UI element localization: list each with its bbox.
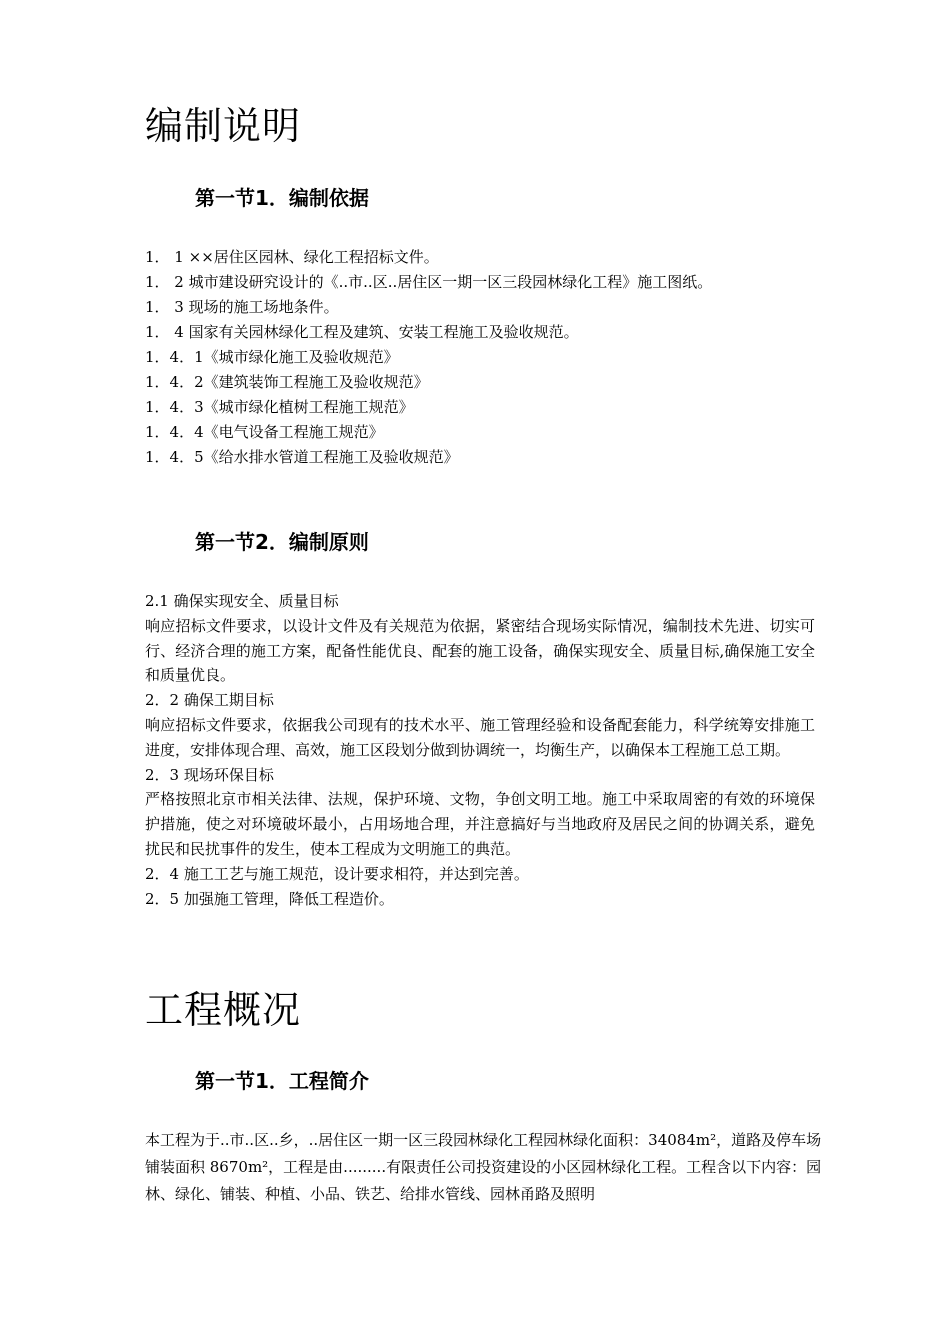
paragraph: 2.1 确保实现安全、质量目标 (145, 592, 339, 610)
list-item: 1． 4 国家有关园林绿化工程及建筑、安装工程施工及验收规范。 (145, 323, 579, 341)
paragraph: 2．2 确保工期目标 (145, 691, 274, 710)
section-heading-basis: 第一节1．编制依据 (195, 186, 369, 210)
section-heading-project-intro: 第一节1．工程简介 (195, 1069, 369, 1093)
list-item: 1．4．2《建筑装饰工程施工及验收规范》 (145, 373, 429, 391)
paragraph: 2．3 现场环保目标 (145, 765, 274, 784)
paragraph: 2．5 加强施工管理，降低工程造价。 (145, 889, 394, 908)
principles-body (145, 589, 815, 911)
project-intro-paragraph: 本工程为于..市..区..乡，..居住区一期一区三段园林绿化工程园林绿化面积：34084m²，道路及停车场铺装面积 8670m²，工程是由.........有限责任公司投资建设的小区园林绿化工程。工程含以下内容：园林、绿化、铺装、种植、小品、铁艺、给排水管线、园林甬路及照明 (145, 1131, 822, 1203)
paragraph: 响应招标文件要求，依据我公司现有的技术水平、施工管理经验和设备配套能力，科学统筹安排施工进度，安排体现合理、高效，施工区段划分做到协调统一，均衡生产，以确保本工程施工总工期。 (145, 715, 815, 759)
chapter-title-project-overview: 工程概况 (145, 988, 302, 1032)
chapter-title-compilation-notes: 编制说明 (145, 104, 302, 148)
paragraph: 2．4 施工工艺与施工规范，设计要求相符，并达到完善。 (145, 864, 529, 883)
list-item: 1．4．4《电气设备工程施工规范》 (145, 423, 384, 441)
list-item: 1．4．3《城市绿化植树工程施工规范》 (145, 398, 414, 416)
list-item: 1．4．1《城市绿化施工及验收规范》 (145, 348, 399, 366)
list-item: 1． 2 城市建设研究设计的《..市..区..居住区一期一区三段园林绿化工程》施工图纸。 (145, 273, 713, 291)
paragraph: 严格按照北京市相关法律、法规，保护环境、文物，争创文明工地。施工中采取周密的有效的环境保护措施，使之对环境破坏最小，占用场地合理，并注意搞好与当地政府及居民之间的协调关系，避免扰民和民扰事件的发生，使本工程成为文明施工的典范。 (145, 790, 815, 858)
list-item: 1． 1 ××居住区园林、绿化工程招标文件。 (145, 248, 439, 266)
list-item: 1．4．5《给水排水管道工程施工及验收规范》 (145, 448, 459, 466)
basis-list (145, 245, 712, 470)
section-heading-principles: 第一节2．编制原则 (195, 530, 369, 554)
paragraph: 响应招标文件要求，以设计文件及有关规范为依据，紧密结合现场实际情况，编制技术先进、切实可行、经济合理的施工方案，配备性能优良、配套的施工设备，确保实现安全、质量目标,确保施工安全和质量优良。 (145, 616, 815, 685)
list-item: 1． 3 现场的施工场地条件。 (145, 298, 339, 316)
